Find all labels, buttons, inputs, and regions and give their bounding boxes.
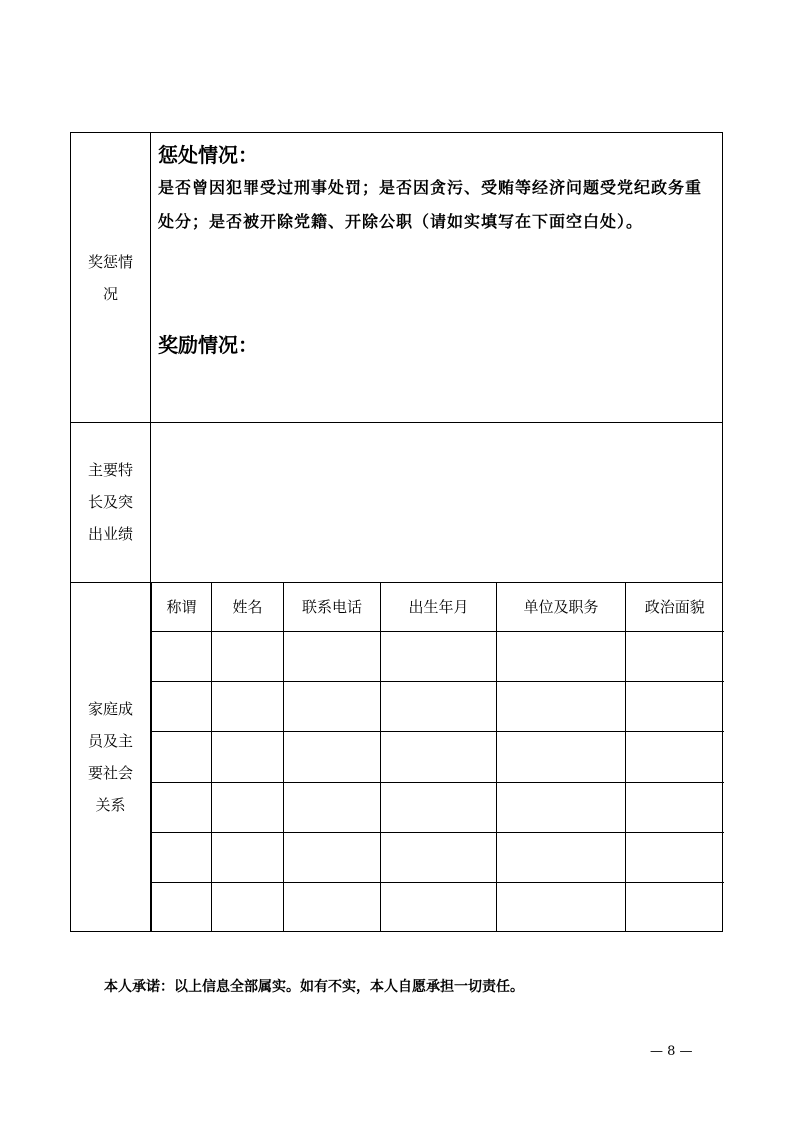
punishment-instructions: 是否曾因犯罪受过刑事处罚；是否因贪污、受贿等经济问题受党纪政务重处分；是否被开除党籍、开除公职（请如实填写在下面空白处）。 [158, 178, 703, 231]
family-table-header [152, 582, 724, 632]
table-cell[interactable] [152, 782, 212, 832]
table-cell[interactable] [626, 832, 724, 882]
table-cell[interactable] [212, 882, 284, 932]
table-cell[interactable] [152, 682, 212, 732]
column-header-relation: 称谓 [152, 582, 212, 632]
table-cell[interactable] [381, 732, 497, 782]
pledge-statement: 本人承诺：以上信息全部属实。如有不实，本人自愿承担一切责任。 [104, 979, 524, 995]
table-cell[interactable] [284, 832, 381, 882]
table-row [152, 682, 724, 732]
column-header-employer-position: 单位及职务 [497, 582, 626, 632]
rewards-punishment-field[interactable] [151, 133, 722, 422]
table-cell[interactable] [152, 832, 212, 882]
table-row [152, 882, 724, 932]
table-cell[interactable] [212, 832, 284, 882]
specialties-label-cell [71, 422, 151, 582]
column-header-birth: 出生年月 [381, 582, 497, 632]
table-cell[interactable] [284, 632, 381, 682]
table-cell[interactable] [284, 882, 381, 932]
specialties-row [71, 422, 722, 583]
table-row [152, 632, 724, 682]
table-cell[interactable] [626, 882, 724, 932]
rewards-punishment-row [71, 133, 722, 423]
table-cell[interactable] [626, 682, 724, 732]
table-cell[interactable] [497, 632, 626, 682]
specialties-label: 主要特长及突出业绩 [87, 461, 133, 543]
table-cell[interactable] [284, 682, 381, 732]
rewards-punishment-label: 奖惩情况 [87, 252, 133, 303]
table-cell[interactable] [497, 882, 626, 932]
table-cell[interactable] [497, 682, 626, 732]
table-cell[interactable] [152, 882, 212, 932]
family-row [71, 582, 722, 931]
table-cell[interactable] [381, 782, 497, 832]
table-row [152, 832, 724, 882]
family-table [151, 582, 724, 932]
table-row [152, 782, 724, 832]
table-cell[interactable] [626, 632, 724, 682]
reward-title: 奖励情况： [158, 333, 258, 357]
table-cell[interactable] [212, 682, 284, 732]
family-label-cell [71, 582, 151, 931]
table-cell[interactable] [152, 632, 212, 682]
table-cell[interactable] [626, 782, 724, 832]
table-cell[interactable] [381, 882, 497, 932]
table-cell[interactable] [497, 782, 626, 832]
table-cell[interactable] [381, 632, 497, 682]
table-cell[interactable] [212, 782, 284, 832]
table-cell[interactable] [497, 832, 626, 882]
column-header-name: 姓名 [212, 582, 284, 632]
table-cell[interactable] [212, 732, 284, 782]
family-label: 家庭成员及主要社会关系 [87, 699, 133, 814]
page-number: — 8 — [650, 1044, 693, 1059]
specialties-field[interactable] [151, 422, 722, 582]
table-cell[interactable] [626, 732, 724, 782]
rewards-punishment-label-cell [71, 133, 151, 422]
table-row [152, 732, 724, 782]
column-header-political-status: 政治面貌 [626, 582, 724, 632]
table-cell[interactable] [381, 682, 497, 732]
table-cell[interactable] [497, 732, 626, 782]
table-cell[interactable] [381, 832, 497, 882]
table-cell[interactable] [284, 782, 381, 832]
column-header-phone: 联系电话 [284, 582, 381, 632]
punishment-title: 惩处情况： [158, 143, 258, 167]
table-cell[interactable] [284, 732, 381, 782]
application-form [70, 132, 723, 932]
table-cell[interactable] [212, 632, 284, 682]
table-cell[interactable] [152, 732, 212, 782]
